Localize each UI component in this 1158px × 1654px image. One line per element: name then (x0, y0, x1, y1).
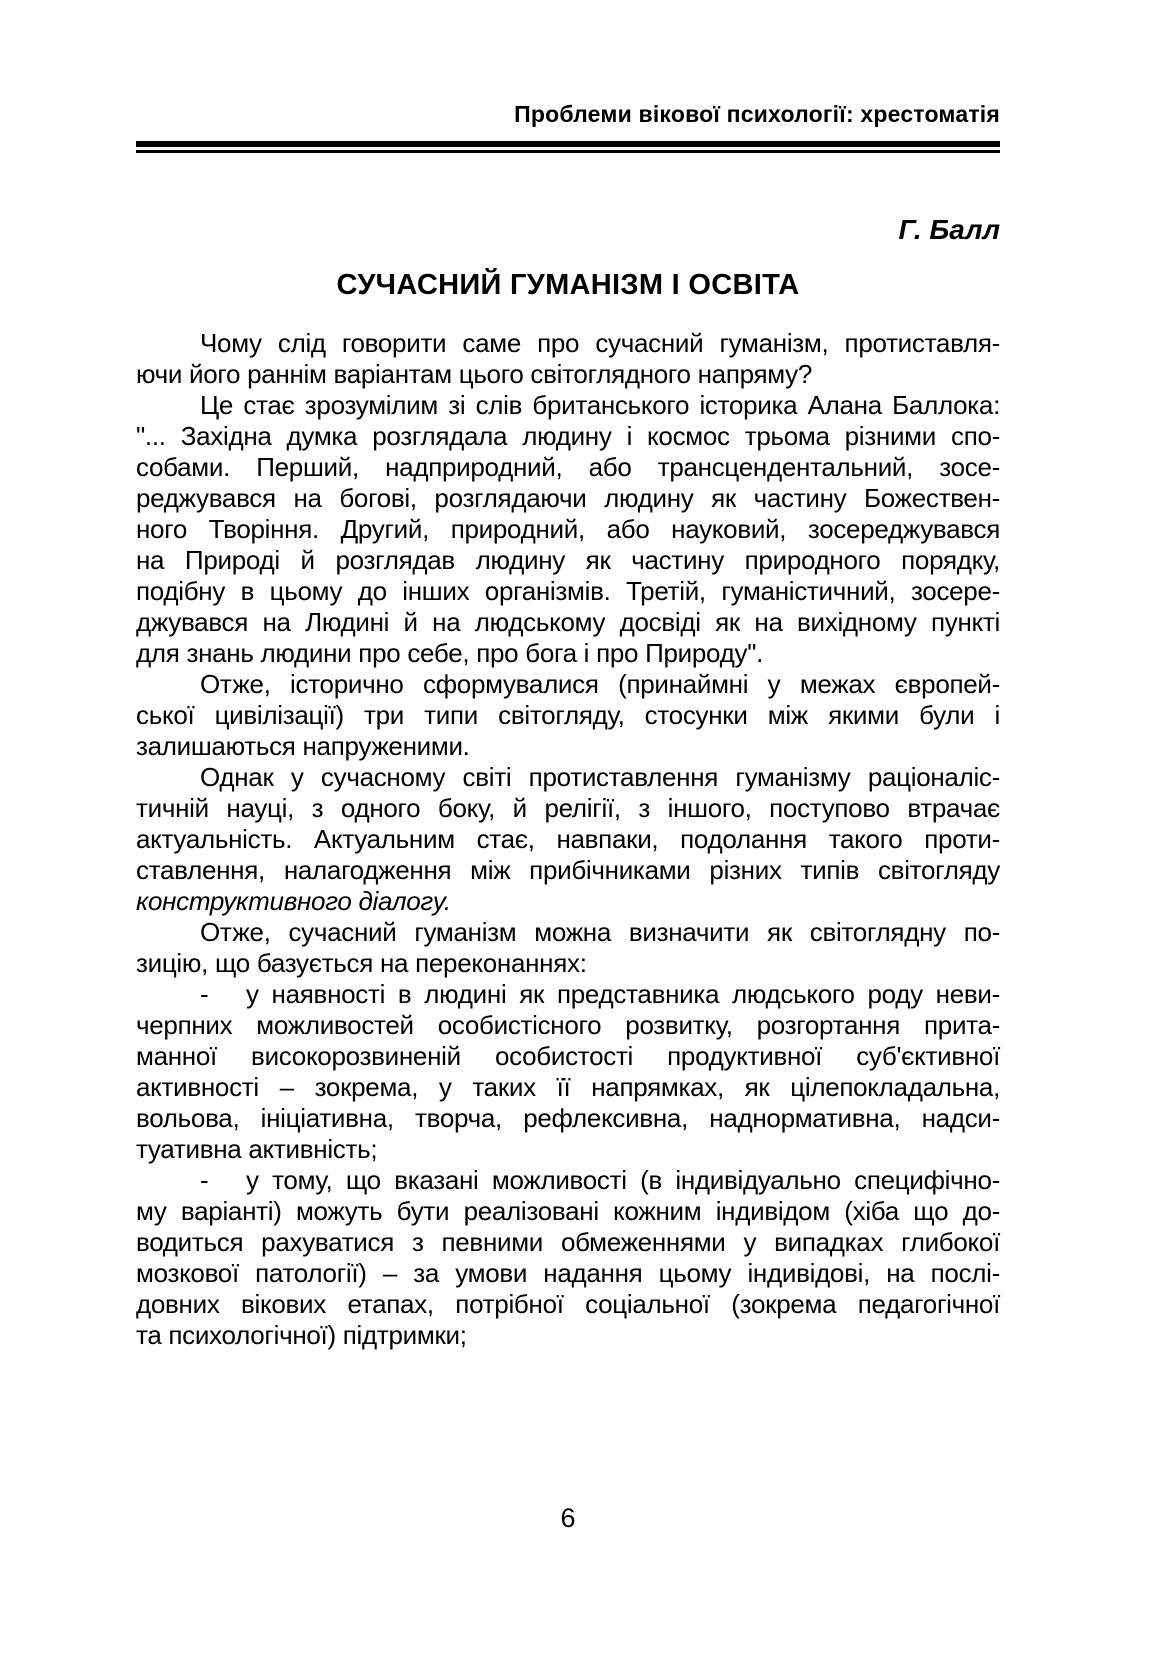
text-line: ської цивілізації) три типи світогляду, стосунки між якими були і (136, 700, 1000, 730)
page-number: 6 (560, 1503, 576, 1533)
running-header-title: Проблеми вікової психології: хрестоматія (514, 101, 1000, 127)
text-line: для знань людини про себе, про бога і про Природу". (136, 638, 764, 668)
text-line: ставлення, налагодження між прибічниками різних типів світогляду (136, 855, 1000, 885)
paragraph (136, 979, 1000, 1165)
text-line: собами. Перший, надприродний, або трансцендентальний, зосе- (136, 452, 1000, 482)
article-title: СУЧАСНИЙ ГУМАНІЗМ І ОСВІТА (336, 269, 800, 301)
author-name: Г. Балл (898, 214, 1000, 245)
text-line: довних вікових етапах, потрібної соціальної (зокрема педагогічної (136, 1289, 1000, 1319)
text-line: ючи його раннім варіантам цього світоглядного напряму? (136, 359, 812, 389)
text-line: му варіанті) можуть бути реалізовані кожним індивідом (хіба що до- (136, 1196, 1000, 1226)
text-line: активності – зокрема, у таких її напрямках, як цілепокладальна, (136, 1072, 1000, 1102)
text-line: тичній науці, з одного боку, й релігії, з іншого, поступово втрачає (136, 793, 1000, 823)
paragraph (136, 1165, 1000, 1351)
text-line: водиться рахуватися з певними обмеженнями у випадках глибокої (136, 1227, 1000, 1257)
list-marker: - (200, 979, 209, 1009)
text-line: конструктивного діалогу. (136, 886, 451, 916)
text-line: та психологічної) підтримки; (136, 1320, 467, 1350)
text-line: на Природі й розглядав людину як частину природного порядку, (136, 545, 1000, 575)
body-text (136, 328, 1000, 1351)
text-line: туативна активність; (136, 1134, 378, 1164)
text-line: подібну в цьому до інших організмів. Третій, гуманістичний, зосере- (136, 576, 1000, 606)
text-line: мозкової патології) – за умови надання цьому індивідові, на послі- (136, 1258, 1000, 1288)
text-line: черпних можливостей особистісного розвитку, розгортання прита- (136, 1010, 1000, 1040)
text-line: "... Західна думка розглядала людину і космос трьома різними спо- (136, 421, 1000, 451)
text-line: ного Творіння. Другий, природний, або науковий, зосереджувався (136, 514, 1000, 544)
list-marker: - (200, 1165, 209, 1195)
text-line: манної високорозвиненій особистості продуктивної суб'єктивної (136, 1041, 1000, 1071)
paragraph (136, 328, 1000, 390)
text-line: залишаються напруженими. (136, 731, 470, 761)
paragraph (136, 762, 1000, 917)
header-divider (136, 141, 1000, 153)
text-line: Однак у сучасному світі протиставлення гуманізму раціоналіс- (200, 762, 1000, 792)
text-line: Чому слід говорити саме про сучасний гуманізм, протиставля- (200, 328, 1000, 358)
paragraph (136, 669, 1000, 762)
text-line: Отже, сучасний гуманізм можна визначити як світоглядну по- (200, 917, 1000, 947)
text-line: - у тому, що вказані можливості (в індивідуально специфічно- (200, 1165, 1000, 1195)
text-line: Отже, історично сформувалися (принаймні у межах європей- (200, 669, 1000, 699)
text-line: зицію, що базується на переконаннях: (136, 948, 587, 978)
paragraph (136, 917, 1000, 979)
text-line: вольова, ініціативна, творча, рефлексивна, наднормативна, надси- (136, 1103, 1000, 1133)
text-line: - у наявності в людині як представника людського роду неви- (200, 979, 1000, 1009)
text-line: актуальність. Актуальним стає, навпаки, подолання такого проти- (136, 824, 1000, 854)
text-line: реджувався на богові, розглядаючи людину як частину Божествен- (136, 483, 1000, 513)
text-column (136, 0, 1000, 1351)
paragraph (136, 390, 1000, 669)
running-header (136, 0, 1000, 128)
text-line: джувався на Людині й на людському досвіді як на вихідному пункті (136, 607, 1000, 637)
text-line: Це стає зрозумілим зі слів британського історика Алана Баллока: (200, 390, 1000, 420)
